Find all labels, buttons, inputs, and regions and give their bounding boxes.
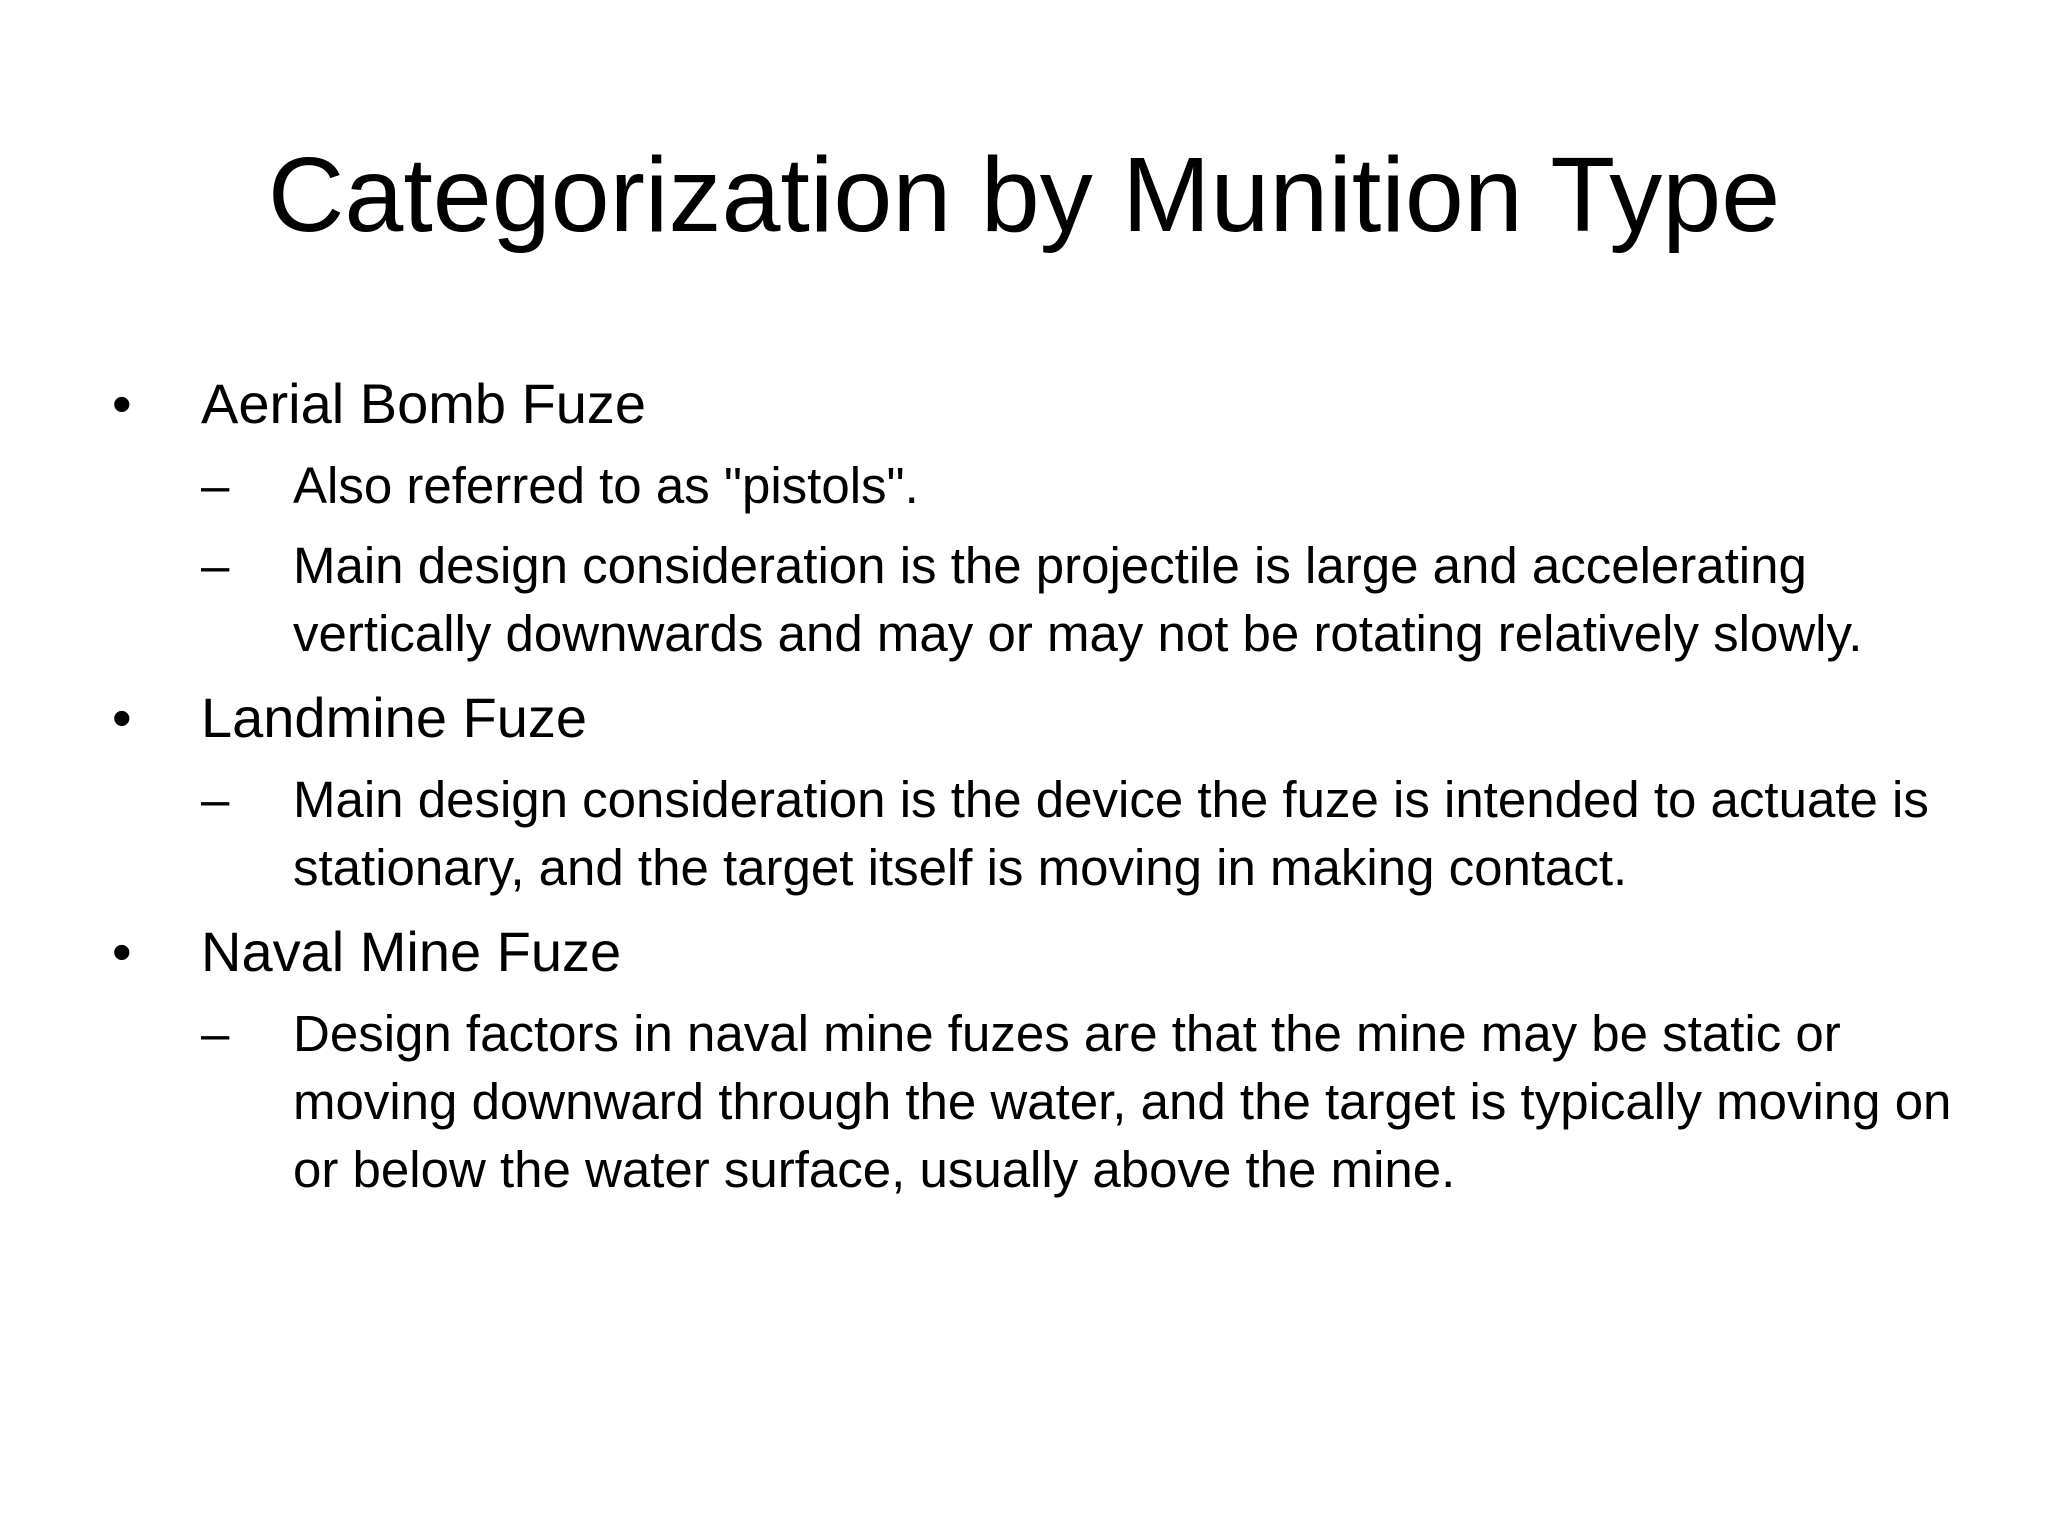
bullet-text: Aerial Bomb Fuze <box>201 372 647 435</box>
sub-bullet-text: Design factors in naval mine fuzes are that the mine may be static or moving downward through the water, and the target is typically moving on or below the water surface, usually above the mine. <box>293 1005 1952 1198</box>
slide-title: Categorization by Munition Type <box>267 136 1781 254</box>
sub-bullet-list <box>201 766 1952 902</box>
sub-bullet-list <box>201 1000 1952 1204</box>
bullet-marker: • <box>112 372 132 435</box>
sub-bullet-marker: – <box>201 1005 230 1062</box>
bullet-marker: • <box>112 686 132 749</box>
sub-bullet-list <box>201 452 1952 668</box>
sub-bullet-text: Also referred to as "pistols". <box>293 457 919 514</box>
bullet-text: Landmine Fuze <box>201 686 588 749</box>
sub-bullet-item <box>201 452 1952 520</box>
bullet-item-aerial-bomb-fuze <box>112 368 1952 440</box>
sub-bullet-marker: – <box>201 771 230 828</box>
bullet-text: Naval Mine Fuze <box>201 920 622 983</box>
sub-bullet-marker: – <box>201 457 230 514</box>
sub-bullet-item <box>201 766 1952 902</box>
sub-bullet-item <box>201 1000 1952 1204</box>
sub-bullet-text: Main design consideration is the device the fuze is intended to actuate is stationary, and the target itself is moving in making contact. <box>293 771 1929 896</box>
bullet-list <box>112 368 1952 1204</box>
bullet-item-naval-mine-fuze <box>112 916 1952 988</box>
sub-bullet-text: Main design consideration is the projectile is large and accelerating vertically downwards and may or may not be rotating relatively slowly. <box>293 537 1863 662</box>
bullet-marker: • <box>112 920 132 983</box>
sub-bullet-marker: – <box>201 537 230 594</box>
sub-bullet-item <box>201 532 1952 668</box>
bullet-item-landmine-fuze <box>112 682 1952 754</box>
